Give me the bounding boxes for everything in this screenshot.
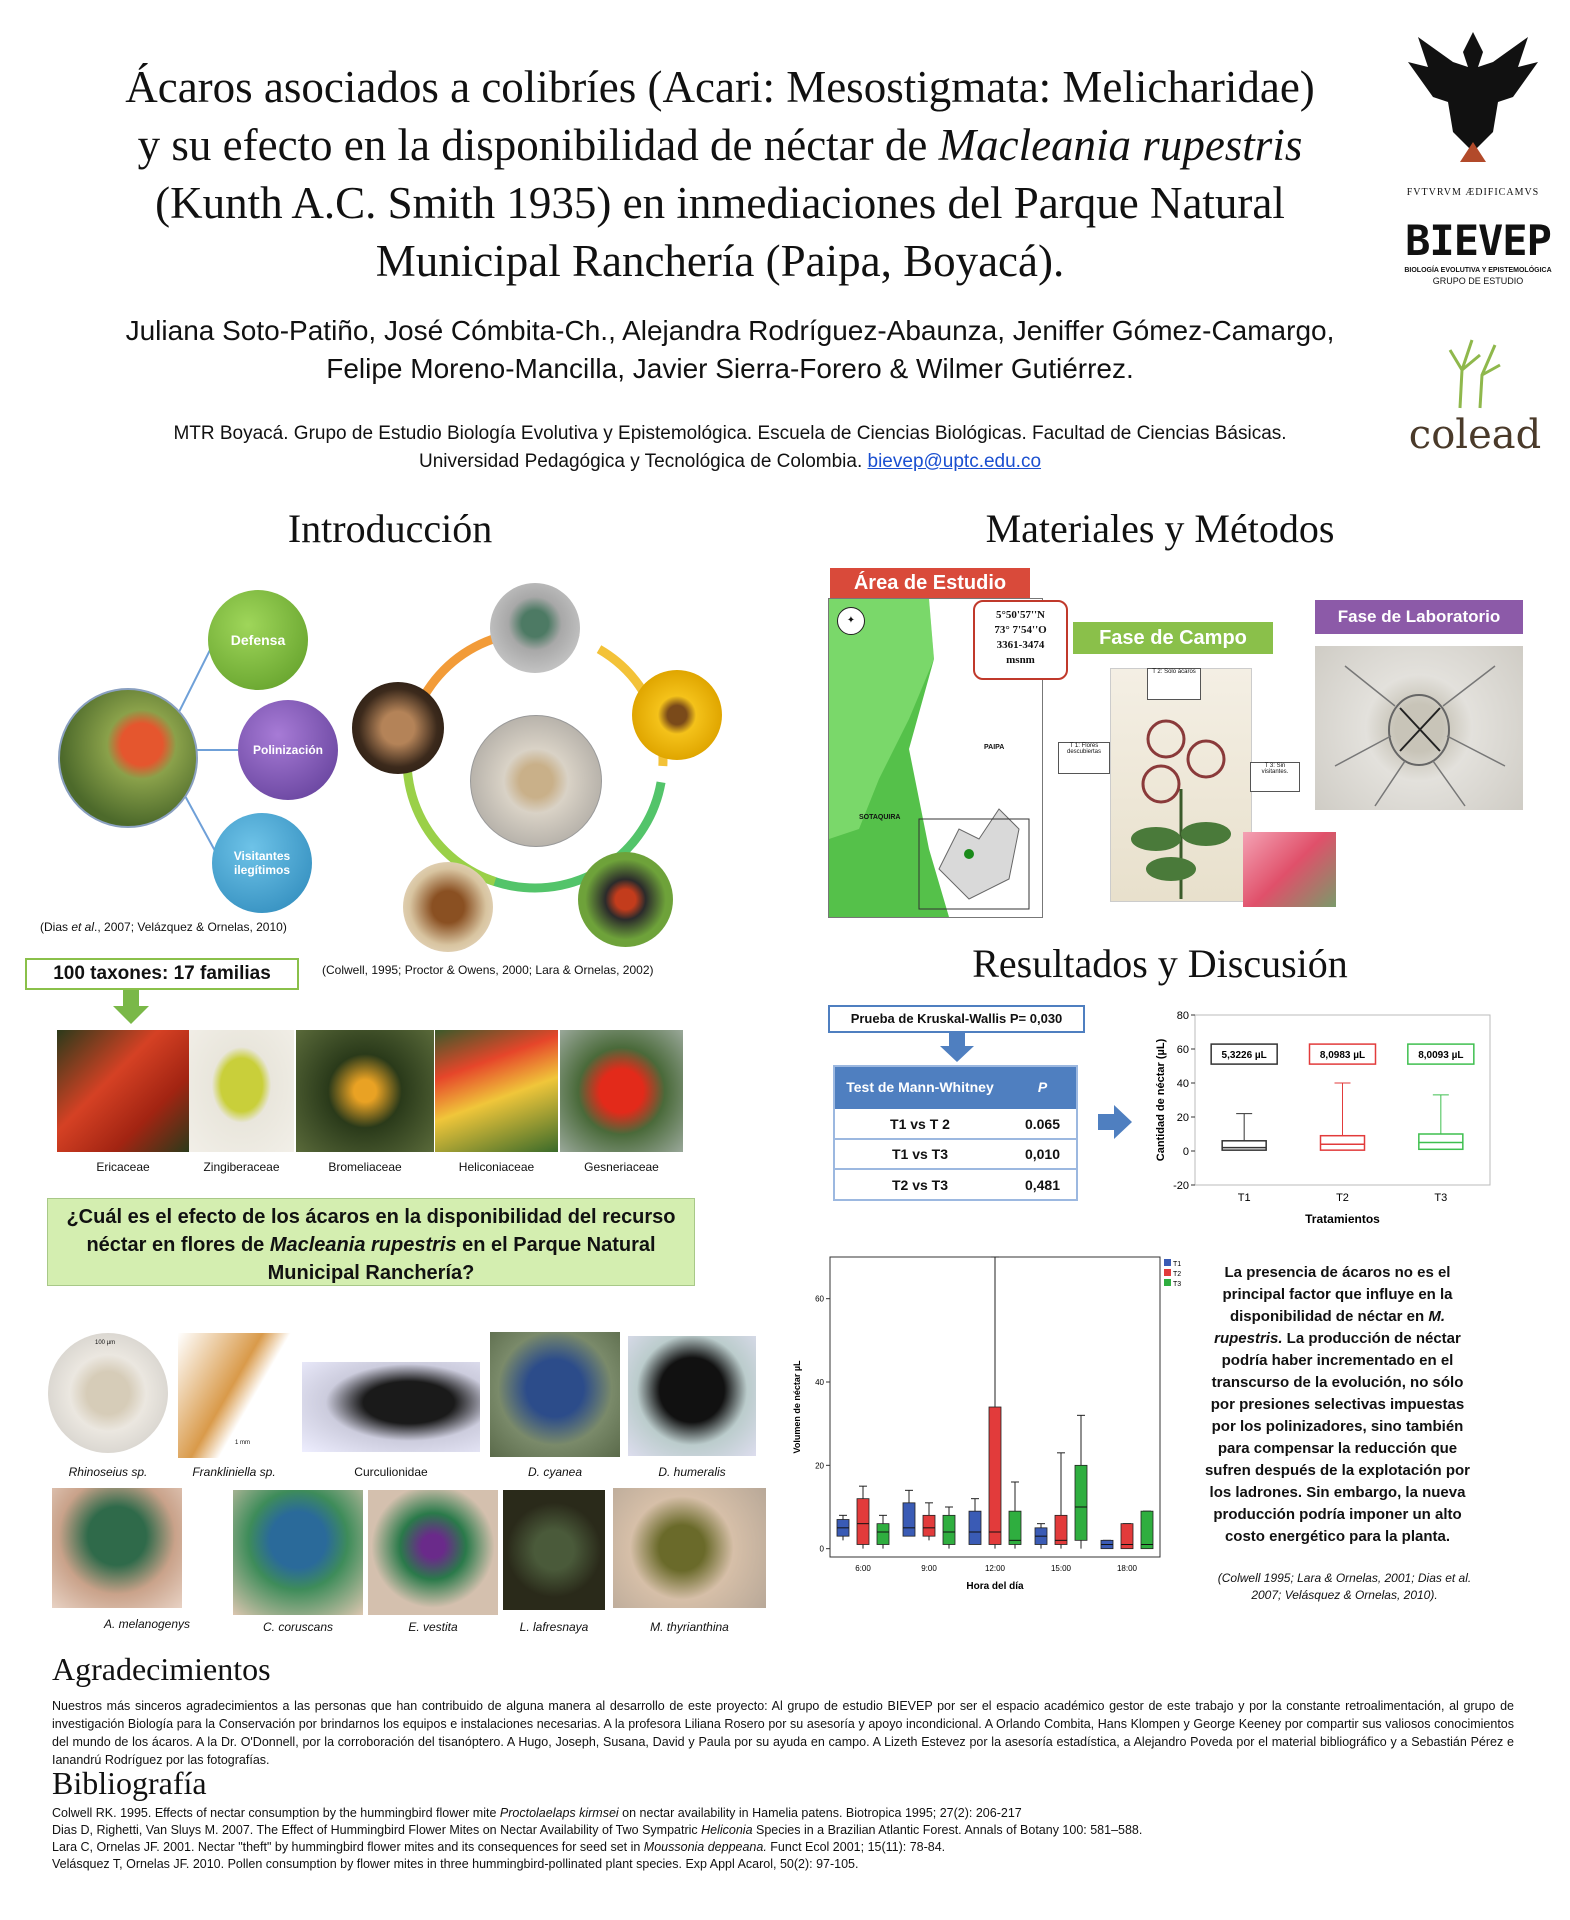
y-tick-label: 40	[815, 1378, 824, 1387]
family-caption: Ericaceae	[96, 1160, 150, 1174]
mite-microscope-photo	[1315, 646, 1523, 810]
annotation-label: 5,3226 µL	[1221, 1050, 1267, 1062]
ack-text: Nuestros más sinceros agradecimientos a las personas que han contribuido de alguna manera al desarrollo de este proyecto: Al grupo de estudio BIEVEP por ser el espacio académico gestor de este trabajo y por la constante retroalimentación, al grupo de investigación Biología para la Conservación por brindarnos los equipos e instalaciones necesarias. A la profesora Liliana Rosero por su asesoría y apoyo incondicional. A Orlando Combita, Hans Klompen y George Keeney por compartir sus valiosos conocimientos del mundo de los ácaros. A la Dr. O'Donnell, por la corroboración del tisanóptero. A Hugo, Joseph, Susana, David y Paula por su ayuda en campo. A Lizeth Estevez por la asesoría estadística, a Alejandro Poveda por el material bibliográfico y a Sebastián Pérez e Ianandrú Rodríguez por las fotografías.	[52, 1699, 1514, 1767]
rhinoseius-photo	[48, 1333, 168, 1453]
y-tick-label: 40	[1176, 1078, 1189, 1090]
box	[923, 1515, 935, 1536]
bib-ref: Velásquez T, Ornelas JF. 2010. Pollen consumption by flower mites in three hummingbird-pollinated plant species. Exp Appl Acarol, 50(2): 97-105.	[52, 1857, 859, 1871]
mite-center-photo	[470, 715, 602, 847]
x-tick-label: 15:00	[1050, 1564, 1072, 1573]
box	[877, 1524, 889, 1545]
bubble-polinizacion: Polinización	[238, 700, 338, 800]
map-label-sotaquira: SOTAQUIRA	[859, 814, 901, 821]
box	[1141, 1511, 1153, 1549]
x-tick-label: T1	[1237, 1192, 1251, 1204]
y-tick-label: 60	[815, 1294, 824, 1304]
down-arrow-icon	[940, 1032, 974, 1062]
note-t2: T 2: Solo ácaros	[1147, 668, 1201, 700]
intro-heading: Introducción	[287, 506, 493, 551]
l-lafresnaya-photo	[503, 1490, 605, 1610]
intro-cite-right: (Colwell, 1995; Proctor & Owens, 2000; Lara & Ornelas, 2002)	[322, 963, 654, 977]
mw-row-test: T1 vs T 2	[890, 1115, 950, 1132]
fly-photo	[403, 862, 493, 952]
bee-flower-photo	[632, 670, 722, 760]
y-tick-label: -20	[1173, 1180, 1189, 1192]
bib-ref: Colwell RK. 1995. Effects of nectar consumption by the hummingbird flower mite Proctolaelaps kirmsei on nectar availability in Hamelia patens. Biotropica 1995; 27(2): 206-217	[52, 1806, 1022, 1820]
x-axis-label: Tratamientos	[1305, 1212, 1380, 1226]
family-caption: Heliconiaceae	[458, 1160, 535, 1174]
down-arrow-icon	[113, 990, 149, 1026]
organism-caption: A. melanogenys	[103, 1617, 191, 1631]
seal-motto: FVTVRVM ÆDIFICAMVS	[1406, 187, 1540, 198]
taxa-box: 100 taxones: 17 familias	[25, 958, 299, 990]
legend-swatch	[1164, 1279, 1171, 1286]
x-tick-label: 6:00	[855, 1564, 871, 1573]
y-tick-label: 0	[819, 1544, 824, 1554]
curculionidae-photo	[302, 1362, 480, 1452]
bib-heading: Bibliografía	[52, 1765, 207, 1801]
y-axis-label: Cantidad de néctar (µL)	[1155, 1038, 1167, 1162]
organism-caption: D. humeralis	[658, 1465, 726, 1479]
mw-row-p: 0.065	[1024, 1115, 1061, 1132]
bib-ref: Dias D, Righetti, Van Sluys M. 2007. The Effect of Hummingbird Flower Mites on Nectar Availability of Two Sympatric Heliconia Species in a Brazilian Atlantic Forest. Annals of Botany 100: 581–588.	[52, 1823, 1143, 1837]
organism-caption: E. vestita	[408, 1620, 458, 1634]
gesneriaceae-photo	[560, 1030, 683, 1152]
organism-caption: D. cyanea	[527, 1465, 583, 1479]
organism-caption: Curculionidae	[354, 1465, 428, 1479]
fase-campo-label: Fase de Campo	[1073, 622, 1273, 654]
box	[989, 1407, 1001, 1545]
legend-label: T3	[1173, 1281, 1182, 1288]
bib-list	[52, 1805, 1532, 1873]
title-line-3: (Kunth A.C. Smith 1935) en inmediaciones del Parque Natural	[155, 178, 1285, 228]
map-label-paipa: PAIPA	[984, 744, 1005, 751]
discussion-cite: (Colwell 1995; Lara & Ornelas, 2001; Dias et al. 2007; Velásquez & Ornelas, 2010).	[1217, 1571, 1472, 1602]
zingiberaceae-photo	[189, 1030, 294, 1152]
title-line-2: y su efecto en la disponibilidad de néctar de Macleania rupestris	[137, 120, 1303, 170]
c-coruscans-photo	[233, 1490, 363, 1615]
bubble-visitantes: Visitantes ilegítimos	[212, 813, 312, 913]
treatment-boxplot	[1150, 1005, 1510, 1245]
y-tick-label: 20	[815, 1461, 824, 1471]
ack-heading: Agradecimientos	[52, 1651, 271, 1687]
family-caption: Zingiberaceae	[203, 1160, 280, 1174]
title-line-1: Ácaros asociados a colibríes (Acari: Mesostigmata: Melicharidae)	[125, 62, 1315, 112]
colead-logo: colead	[1400, 330, 1550, 460]
box	[969, 1511, 981, 1544]
ericaceae-photo	[57, 1030, 189, 1152]
flower-closeup-photo	[1243, 832, 1336, 907]
bubble-defensa: Defensa	[208, 590, 308, 690]
annotation-label: 8,0983 µL	[1319, 1050, 1366, 1062]
tree-icon	[1400, 330, 1550, 410]
box	[943, 1515, 955, 1544]
eagle-icon	[1398, 22, 1548, 182]
hummingbird-flower-photo	[58, 688, 198, 828]
scale-bar-1mm: 1 mm	[235, 1440, 250, 1446]
discussion-text: La presencia de ácaros no es el principal factor que influye en la disponibilidad de néctar en M. rupestris. La producción de néctar podría haber incrementado en el transcurso de la evolución, no sólo por presiones selectivas impuestas por los polinizadores, sino también para compensar la reducción que sufren después de la explotación por los ladrones. Sin embargo, la nueva producción podría imponer un alto costo energético para la planta.	[1204, 1264, 1471, 1545]
mite-drawing-icon	[1315, 646, 1523, 810]
organism-caption: Frankliniella sp.	[192, 1465, 276, 1479]
legend-label: T2	[1173, 1271, 1182, 1278]
mw-row-p: 0,481	[1024, 1176, 1061, 1193]
bromeliaceae-photo	[296, 1030, 434, 1152]
area-estudio-label: Área de Estudio	[830, 568, 1030, 598]
note-t1: T 1: Flores descubiertas	[1058, 742, 1110, 774]
y-tick-label: 20	[1176, 1112, 1189, 1124]
organism-caption: C. coruscans	[262, 1620, 334, 1634]
compass-icon: ✦	[837, 607, 865, 635]
annotation-label: 8,0093 µL	[1418, 1050, 1464, 1062]
e-vestita-photo	[368, 1490, 498, 1615]
mann-whitney-table	[833, 1065, 1078, 1199]
bievep-logo: BIEVEP BIOLOGÍA EVOLUTIVA Y EPISTEMOLÓGICA GRUPO DE ESTUDIO	[1404, 216, 1552, 286]
family-caption: Bromeliaceae	[328, 1160, 402, 1174]
d-humeralis-photo	[628, 1336, 756, 1456]
note-t3: T 3: Sin visitantes.	[1250, 762, 1300, 792]
box	[903, 1503, 915, 1536]
botanical-illustration	[1110, 668, 1252, 902]
y-tick-label: 80	[1176, 1010, 1189, 1022]
organism-caption: M. thyrianthina	[650, 1620, 729, 1634]
intro-cite-left: (Dias et al., 2007; Velázquez & Ornelas, 2010)	[40, 920, 287, 934]
research-question-box: ¿Cuál es el efecto de los ácaros en la disponibilidad del recurso néctar en flores de Macleania rupestris en el Parque Natural Municipal Ranchería?	[47, 1198, 695, 1286]
coords-box: 5°50'57''N 73° 7'54''O 3361-3474 msnm	[973, 600, 1068, 680]
legend-swatch	[1164, 1259, 1171, 1266]
x-tick-label: 18:00	[1116, 1564, 1138, 1573]
box	[1075, 1465, 1087, 1540]
right-arrow-icon	[1098, 1105, 1132, 1139]
mw-row-test: T1 vs T3	[891, 1146, 949, 1162]
box	[857, 1499, 869, 1545]
affiliation: MTR Boyacá. Grupo de Estudio Biología Evolutiva y Epistemológica. Escuela de Ciencias Biológicas. Facultad de Ciencias Básicas. Universidad Pedagógica y Tecnológica de Colombia. bievep@uptc.edu.co	[173, 423, 1287, 472]
x-tick-label: T2	[1336, 1192, 1349, 1204]
d-cyanea-photo	[490, 1332, 620, 1457]
family-caption: Gesneriaceae	[584, 1160, 659, 1174]
x-tick-label: 9:00	[921, 1564, 937, 1573]
m-thyrianthina-photo	[613, 1488, 766, 1608]
x-axis-label: Hora del día	[966, 1581, 1024, 1592]
organism-caption: Rhinoseius sp.	[68, 1465, 148, 1479]
kruskal-box: Prueba de Kruskal-Wallis P= 0,030	[828, 1005, 1085, 1033]
a-melanogenys-photo	[52, 1488, 182, 1608]
legend-label: T1	[1173, 1261, 1182, 1268]
organism-caption: L. lafresnaya	[519, 1620, 589, 1634]
legend-swatch	[1164, 1269, 1171, 1276]
mw-row-test: T2 vs T3	[891, 1176, 949, 1193]
butterfly-photo	[578, 852, 673, 947]
authors: Juliana Soto-Patiño, José Cómbita-Ch., Alejandra Rodríguez-Abaunza, Jeniffer Gómez-Camargo, Felipe Moreno-Mancilla, Javier Sierra-Forero & Wilmer Gutiérrez.	[125, 315, 1335, 384]
bib-ref: Lara C, Ornelas JF. 2001. Nectar "theft" by hummingbird flower mites and its consequences for seed set in Moussonia deppeana. Funct Ecol 2001; 15(11): 78-84.	[52, 1840, 946, 1854]
y-tick-label: 60	[1176, 1044, 1189, 1056]
mw-row-p: 0,010	[1024, 1146, 1061, 1162]
plant-drawing-icon	[1111, 669, 1251, 901]
poster-title	[70, 58, 1370, 290]
mw-header-test: Test de Mann-Whitney	[846, 1079, 994, 1095]
y-tick-label: 0	[1182, 1146, 1189, 1158]
heliconiaceae-photo	[435, 1030, 558, 1152]
x-tick-label: 12:00	[984, 1564, 1006, 1573]
box	[1009, 1511, 1021, 1544]
results-heading: Resultados y Discusión	[972, 941, 1348, 986]
x-tick-label: T3	[1434, 1192, 1448, 1204]
fase-laboratorio-label: Fase de Laboratorio	[1315, 600, 1523, 634]
y-axis-label: Volumen de néctar µL	[792, 1360, 802, 1454]
bat-photo	[352, 682, 444, 774]
methods-heading: Materiales y Métodos	[985, 506, 1335, 551]
title-line-4: Municipal Ranchería (Paipa, Boyacá).	[375, 236, 1065, 286]
mw-header-p: P	[1037, 1079, 1048, 1095]
hummingbird-branch-photo	[490, 583, 580, 673]
email-link[interactable]: bievep@uptc.edu.co	[867, 451, 1042, 472]
scale-bar-100um: 100 µm	[95, 1340, 116, 1346]
hour-boxplot	[782, 1242, 1192, 1622]
university-seal-logo	[1398, 22, 1548, 202]
